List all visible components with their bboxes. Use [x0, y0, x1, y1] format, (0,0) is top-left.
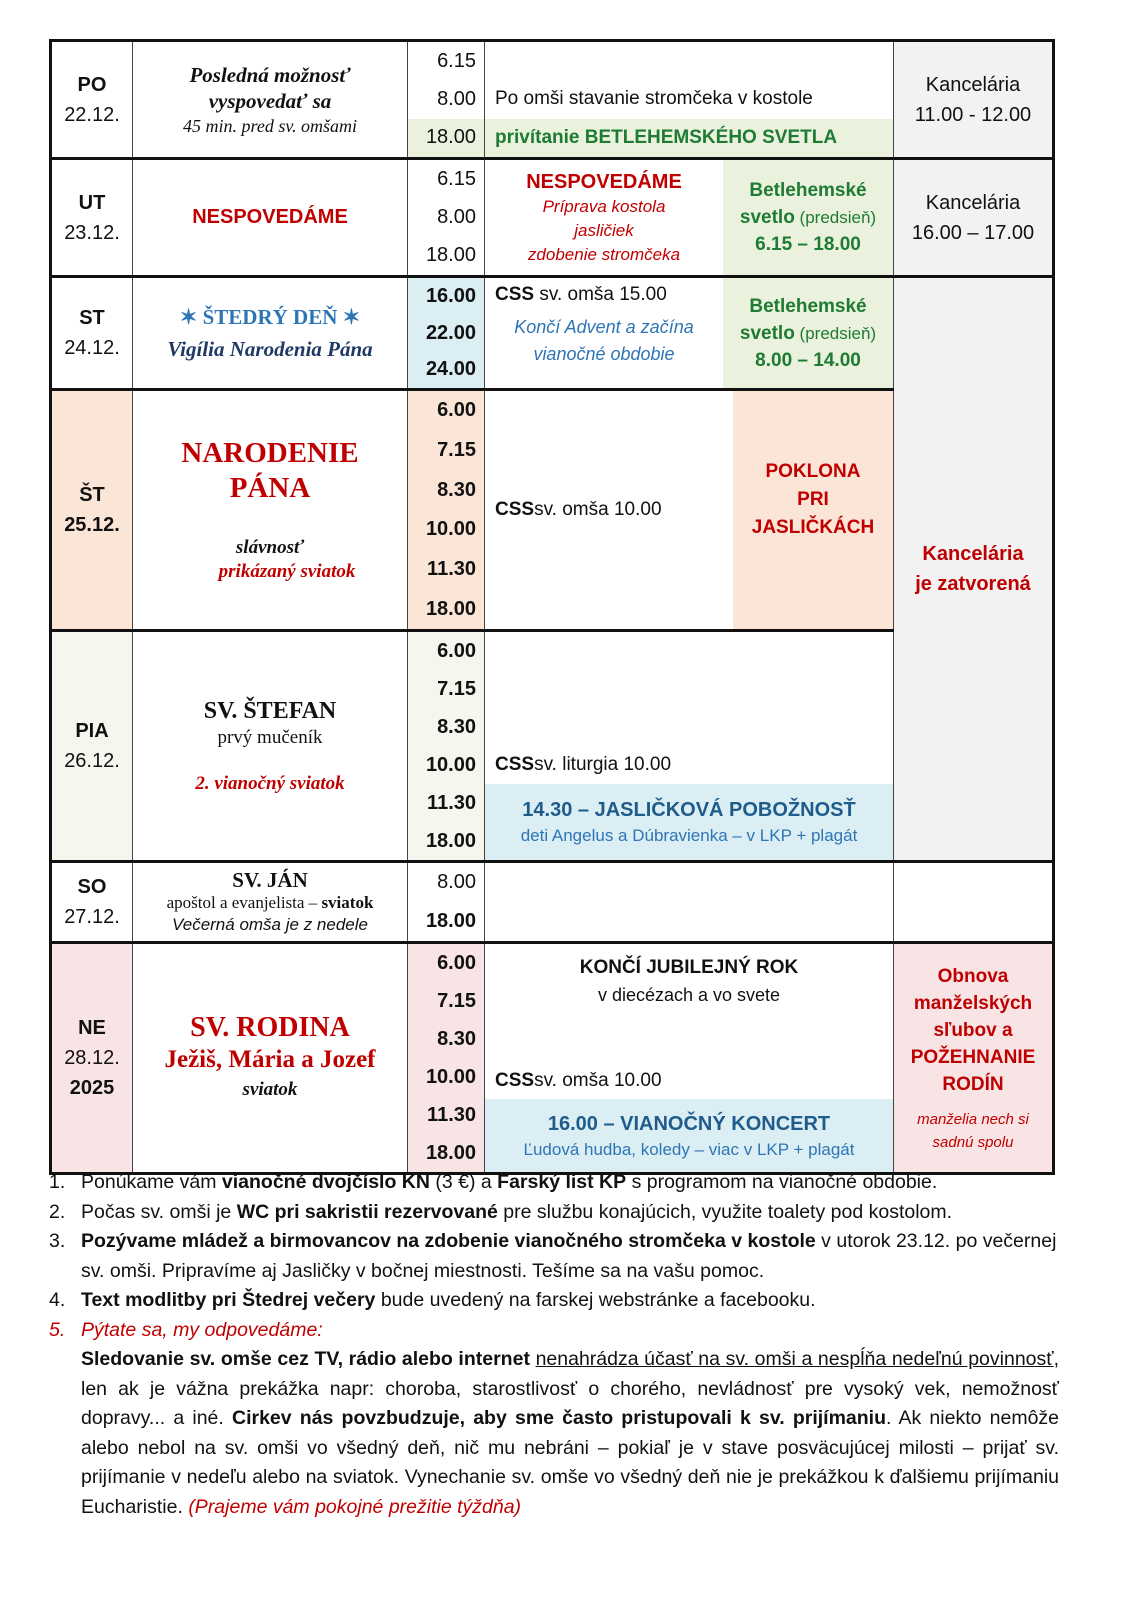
mass-times	[408, 159, 485, 277]
renewal-line: manželských	[913, 992, 1033, 1014]
day-row-sunday	[51, 943, 1054, 1174]
light-sub: svetlo	[739, 322, 795, 344]
jubilee-subtitle: v diecézach a vo svete	[597, 985, 781, 1005]
event-title: 14.30 – JASLIČKOVÁ POBOŽNOSŤ	[522, 799, 856, 821]
css-mass-note	[485, 391, 733, 629]
css-mass-note	[485, 746, 893, 784]
evening-mass-note: Večerná omša je z nedele	[172, 915, 368, 934]
renewal-line: POŽEHNANIE	[910, 1046, 1036, 1068]
light-location: (predsieň)	[794, 323, 877, 343]
day-date: 22.12.	[64, 103, 120, 126]
feast-title: NESPOVEDÁME	[133, 159, 408, 277]
day-abbrev: ST	[79, 307, 105, 329]
feast-title: Posledná možnosť	[189, 62, 351, 87]
notes-cell	[485, 41, 894, 159]
event-subtitle: deti Angelus a Dúbravienka – v LKP + plagát	[520, 826, 858, 845]
feast-subtitle: Ježiš, Mária a Jozef	[164, 1046, 376, 1073]
mass-time: 7.15	[437, 677, 476, 700]
mass-time: 8.00	[437, 87, 476, 110]
note-line: jasličiek	[574, 220, 634, 240]
notes-cell	[485, 862, 894, 943]
mass-time: 11.30	[427, 791, 476, 814]
office-label: Kancelária	[922, 543, 1024, 565]
event-title: 16.00 – VIANOČNÝ KONCERT	[547, 1112, 831, 1135]
emphasis: Text modlitby pri Štedrej večery	[81, 1289, 376, 1311]
announcement-item	[49, 1227, 1059, 1286]
feast-cell	[133, 631, 408, 862]
text: , len ak je vážna prekážka napr: choroba, starostlivosť o chorého, nevládnosť pre vysoký vek, nemožnosť dopravy... a iné.	[81, 1348, 1059, 1429]
notes-cell	[485, 390, 894, 631]
css-label: CSS	[495, 754, 535, 775]
advent-note	[485, 278, 723, 388]
mass-time: 24.00	[425, 358, 476, 381]
announcement-item	[49, 1168, 1059, 1198]
css-time: sv. liturgia 10.00	[534, 754, 672, 775]
css-time: sv. omša 15.00	[534, 284, 667, 305]
text: bude uvedený na farskej webstránke a facebooku.	[375, 1289, 816, 1311]
mass-time: 7.15	[437, 439, 476, 461]
mass-time: 8.30	[437, 715, 476, 738]
light-sub: svetlo	[739, 207, 795, 228]
schedule-table	[49, 39, 1055, 1175]
mass-time: 11.30	[427, 1103, 476, 1126]
css-label: CSS	[495, 1070, 535, 1092]
mass-time: 18.00	[425, 597, 476, 620]
item-number: 2.	[49, 1200, 66, 1223]
day-row-saturday	[51, 862, 1054, 943]
day-cell	[51, 862, 133, 943]
light-title: Betlehemské	[749, 180, 867, 201]
jubilee-title: KONČÍ JUBILEJNÝ ROK	[579, 957, 799, 978]
mass-times	[408, 862, 485, 943]
announcement-item	[49, 1286, 1059, 1316]
feast-rank: sviatok	[321, 893, 374, 912]
item-number: 1.	[49, 1171, 66, 1193]
day-date: 26.12.	[64, 750, 120, 772]
feast-cell	[133, 41, 408, 159]
day-row-tuesday	[51, 159, 1054, 277]
renewal-line: RODÍN	[942, 1073, 1004, 1095]
day-date: 24.12.	[64, 337, 120, 359]
feast-title: SV. JÁN	[232, 868, 308, 892]
notes-cell	[485, 159, 894, 277]
year: 2025	[69, 1077, 115, 1099]
event-subtitle: Ľudová hudba, koledy – viac v LKP + plagát	[523, 1139, 855, 1159]
css-mass-note	[485, 278, 723, 308]
text: pre službu konajúcich, využite toalety pod kostolom.	[497, 1200, 953, 1223]
office-closed-cell	[894, 277, 1054, 862]
mass-time: 18.00	[425, 829, 476, 852]
jubilee-note	[485, 944, 893, 1063]
mass-time: 6.00	[437, 951, 476, 974]
office-closed-text: je zatvorená	[915, 573, 1031, 595]
note-title: NESPOVEDÁME	[526, 170, 682, 193]
day-abbrev: SO	[77, 876, 107, 898]
bethlehem-light-note	[723, 160, 893, 275]
qa-title: Pýtate sa, my odpovedáme:	[81, 1318, 323, 1341]
note-line: vianočné obdobie	[533, 344, 675, 364]
closing-wish: (Prajeme vám pokojné prežitie týždňa)	[188, 1495, 522, 1518]
day-cell	[51, 159, 133, 277]
feast-subtitle: apoštol a evanjelista –	[166, 893, 322, 912]
office-hours-cell	[894, 41, 1054, 159]
mass-time: 8.00	[437, 871, 476, 893]
emphasis: vianočné dvojčíslo KN	[221, 1171, 430, 1193]
light-hours: 8.00 – 14.00	[755, 349, 861, 371]
item-number: 5.	[49, 1318, 66, 1341]
christmas-concert-event	[485, 1099, 893, 1172]
feast-title: PÁNA	[229, 472, 311, 504]
day-cell	[51, 631, 133, 862]
notes-cell	[485, 277, 894, 390]
mass-time: 8.30	[437, 1027, 476, 1050]
text: . Ak niekto nemôže alebo nebol na sv. omši vo všedný deň, nič mu nebráni – pokiaľ je v stave posväcujúcej milosti – prijať sv. prijímanie v nedeľu alebo na sviatok. Vynechanie sv. omše vo všedný deň nie je prekážkou k ďalšiemu prijímaniu Eucharistie.	[81, 1407, 1060, 1518]
note-line: Končí Advent a začína	[514, 317, 694, 337]
day-row-monday	[51, 41, 1054, 159]
day-date: 25.12.	[64, 514, 120, 536]
preparation-note	[485, 160, 723, 275]
mass-time: 18.00	[425, 910, 476, 932]
feast-title: vyspovedať sa	[208, 88, 332, 113]
office-label: Kancelária	[925, 191, 1021, 214]
day-row-wednesday	[51, 277, 1054, 390]
mass-time: 8.30	[437, 478, 476, 501]
day-date: 28.12.	[64, 1047, 120, 1069]
announcements	[49, 1168, 1059, 1522]
css-time: sv. omša 10.00	[534, 1070, 662, 1092]
announcement-item	[49, 1198, 1059, 1228]
light-location: (predsieň)	[794, 208, 877, 227]
day-cell	[51, 943, 133, 1174]
feast-cell	[133, 862, 408, 943]
feast-title: SV. ŠTEFAN	[203, 698, 337, 724]
light-hours: 6.15 – 18.00	[755, 234, 861, 255]
text: (3 €) a	[429, 1171, 498, 1193]
note-line: zdobenie stromčeka	[527, 244, 681, 264]
mass-time: 6.15	[437, 167, 476, 190]
announcement-item	[49, 1316, 1059, 1523]
css-label: CSS	[495, 499, 535, 520]
day-date: 27.12.	[64, 906, 120, 928]
mass-time: 10.00	[425, 518, 476, 541]
text: s programom na vianočné obdobie.	[626, 1171, 938, 1193]
office-label: Kancelária	[925, 73, 1021, 96]
mass-time: 11.30	[427, 558, 476, 581]
mass-time: 10.00	[425, 753, 476, 776]
note-line	[485, 42, 893, 80]
day-abbrev: ŠT	[79, 484, 105, 506]
mass-time: 10.00	[425, 1065, 476, 1088]
feast-subtitle: prvý mučeník	[217, 727, 323, 748]
feast-obligation: prikázaný sviatok	[218, 561, 356, 582]
mass-time: 7.15	[437, 989, 476, 1012]
feast-title: NARODENIE	[181, 437, 359, 469]
feast-rank: slávnosť	[235, 537, 305, 558]
emphasis: WC pri sakristii rezervované	[236, 1200, 498, 1223]
feast-title: ✶ ŠTEDRÝ DEŇ ✶	[179, 305, 361, 329]
renewal-line: Obnova	[937, 965, 1009, 987]
mass-time: 18.00	[425, 244, 476, 267]
mass-time: 6.00	[437, 639, 476, 662]
feast-title: SV. RODINA	[190, 1012, 350, 1043]
mass-time: 22.00	[425, 321, 476, 344]
emphasis: Farský list KP	[497, 1171, 627, 1193]
mass-times	[408, 390, 485, 631]
note-line: Po omši stavanie stromčeka v kostole	[495, 88, 813, 110]
day-abbrev: PIA	[75, 720, 109, 742]
emphasis: Sledovanie sv. omše cez TV, rádio alebo internet	[81, 1348, 530, 1370]
renewal-line: sľubov a	[933, 1019, 1013, 1041]
qa-answer	[81, 1345, 1059, 1522]
css-mass-note	[485, 1063, 893, 1099]
text: Ponúkame vám	[81, 1171, 222, 1193]
feast-subtitle: Vigília Narodenia Pána	[167, 337, 373, 361]
office-hours-cell	[894, 159, 1054, 277]
note-line: privítanie BETLEHEMSKÉHO SVETLA	[485, 119, 893, 157]
mass-times	[408, 631, 485, 862]
emphasis: Cirkev nás povzbudzuje, aby sme často pristupovali k sv. prijímaniu	[231, 1407, 886, 1429]
text: Počas sv. omši je	[81, 1200, 237, 1223]
text: v utorok 23.12. po večernej sv. omši. Pripravíme aj Jasličky v bočnej miestnosti. Tešíme sa na vašu pomoc.	[81, 1230, 1057, 1282]
day-abbrev: NE	[78, 1017, 106, 1039]
mass-time: 6.15	[437, 49, 476, 72]
day-cell	[51, 41, 133, 159]
adoration-note	[733, 391, 893, 629]
feast-cell	[133, 277, 408, 390]
mass-time: 6.00	[437, 399, 476, 422]
day-abbrev: UT	[78, 191, 106, 214]
day-cell	[51, 390, 133, 631]
item-number: 4.	[49, 1289, 66, 1311]
feast-subtitle: 45 min. pred sv. omšami	[183, 115, 357, 136]
item-number: 3.	[49, 1230, 66, 1252]
day-date: 23.12.	[64, 221, 120, 244]
mass-time: 18.00	[425, 1141, 476, 1164]
day-abbrev: PO	[77, 73, 107, 96]
mass-times	[408, 41, 485, 159]
adoration-line: JASLIČKÁCH	[751, 517, 875, 538]
mass-time: 16.00	[425, 284, 476, 307]
vow-renewal-cell	[894, 943, 1054, 1174]
renewal-note: manželia nech si	[917, 1110, 1029, 1128]
css-time: sv. omša 10.00	[534, 499, 662, 520]
light-title: Betlehemské	[749, 295, 867, 317]
mass-times	[408, 943, 485, 1174]
feast-cell	[133, 943, 408, 1174]
emphasis: Pozývame mládež a birmovancov na zdobenie vianočného stromčeka v kostole	[81, 1230, 816, 1252]
office-hours-cell	[894, 862, 1054, 943]
feast-cell	[133, 390, 408, 631]
adoration-line: PRI	[797, 489, 829, 510]
mass-time: 18.00	[408, 119, 484, 157]
notes-cell	[485, 631, 894, 862]
css-label: CSS	[495, 284, 535, 305]
bethlehem-light-note	[723, 278, 893, 388]
notes-cell	[485, 943, 894, 1174]
mass-times	[408, 277, 485, 390]
feast-rank: 2. vianočný sviatok	[195, 773, 345, 794]
adoration-line: POKLONA	[765, 461, 861, 482]
note-line: Príprava kostola	[542, 196, 666, 216]
mass-time: 8.00	[437, 205, 476, 228]
office-hours: 16.00 – 17.00	[911, 221, 1035, 244]
feast-rank: sviatok	[242, 1079, 298, 1100]
office-hours: 11.00 - 12.00	[914, 103, 1032, 126]
renewal-note: sadnú spolu	[932, 1133, 1014, 1151]
day-cell	[51, 277, 133, 390]
nativity-devotion-event	[485, 784, 893, 860]
underlined-text: nenahrádza účasť na sv. omši a nespĺňa nedeľnú povinnosť	[535, 1348, 1054, 1370]
